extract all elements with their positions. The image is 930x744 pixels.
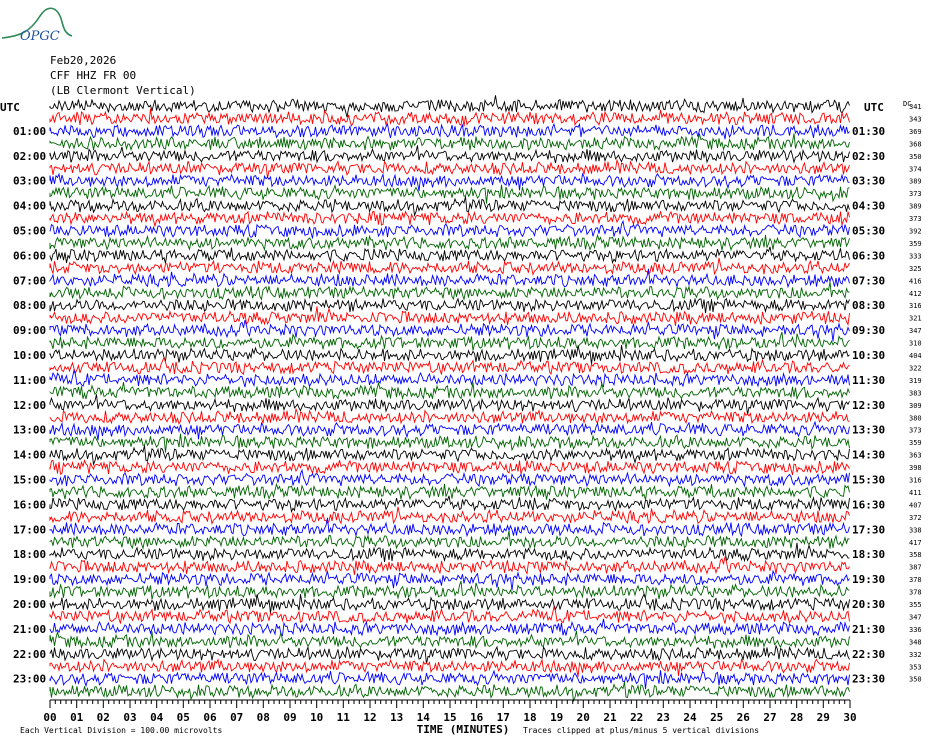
x-tick-label: 12 xyxy=(363,711,377,724)
hour-label-right: 04:30 xyxy=(852,199,886,213)
seismic-trace xyxy=(50,646,850,664)
hour-label-left: 21:00 xyxy=(13,622,47,636)
dc-value: 378 xyxy=(909,576,922,585)
x-tick-label: 24 xyxy=(683,711,697,724)
dc-value: 350 xyxy=(909,675,922,684)
hour-label-right: 21:30 xyxy=(852,622,886,636)
x-tick-label: 30 xyxy=(843,711,857,724)
dc-value: 387 xyxy=(909,563,922,572)
seismic-trace xyxy=(50,160,850,178)
seismic-trace xyxy=(50,422,850,440)
dc-value: 353 xyxy=(909,663,922,672)
seismic-trace xyxy=(50,484,850,500)
dc-value: 372 xyxy=(909,513,922,522)
x-tick-label: 00 xyxy=(43,711,57,724)
x-tick-label: 15 xyxy=(443,711,457,724)
seismic-trace xyxy=(50,145,850,163)
x-tick-label: 14 xyxy=(416,711,430,724)
hour-label-left: 01:00 xyxy=(13,124,47,138)
seismic-trace xyxy=(50,95,850,117)
x-tick-label: 06 xyxy=(203,711,217,724)
dc-value: 373 xyxy=(909,426,922,435)
dc-value: 358 xyxy=(909,551,922,560)
x-tick-label: 05 xyxy=(176,711,190,724)
hour-label-right: 07:30 xyxy=(852,274,886,288)
x-tick-label: 20 xyxy=(576,711,590,724)
dc-value: 348 xyxy=(909,638,922,647)
hour-label-left: 04:00 xyxy=(13,199,47,213)
seismic-trace xyxy=(50,109,850,127)
hour-label-left: 05:00 xyxy=(13,224,47,238)
hour-label-right: 03:30 xyxy=(852,174,886,188)
seismic-trace xyxy=(50,235,850,250)
x-tick-label: 25 xyxy=(710,711,724,724)
seismic-trace xyxy=(50,446,850,465)
dc-value: 369 xyxy=(909,127,922,136)
dc-value: 363 xyxy=(909,451,922,460)
seismic-trace xyxy=(50,460,850,475)
seismic-trace xyxy=(50,434,850,453)
dc-value: 407 xyxy=(909,501,922,510)
seismic-trace xyxy=(50,306,850,326)
hour-label-left: 13:00 xyxy=(13,423,47,437)
dc-value: 350 xyxy=(909,152,922,161)
seismic-trace xyxy=(50,185,850,204)
hour-label-left: 15:00 xyxy=(13,473,47,487)
dc-value: 380 xyxy=(909,414,922,423)
hour-label-right: 12:30 xyxy=(852,398,886,412)
hour-label-right: 09:30 xyxy=(852,324,886,338)
seismic-trace xyxy=(50,594,850,613)
seismic-trace xyxy=(50,247,850,263)
dc-value: 316 xyxy=(909,302,922,311)
hour-label-right: 13:30 xyxy=(852,423,886,437)
seismic-trace xyxy=(50,409,850,424)
hour-label-left: 22:00 xyxy=(13,647,47,661)
dc-value: 392 xyxy=(909,227,922,236)
dc-value: 417 xyxy=(909,538,922,547)
dc-value: 325 xyxy=(909,264,922,273)
hour-label-left: 03:00 xyxy=(13,174,47,188)
seismic-trace xyxy=(50,174,850,191)
hour-label-right: 10:30 xyxy=(852,349,886,362)
hour-label-right: 02:30 xyxy=(852,149,886,163)
x-tick-label: 21 xyxy=(603,711,617,724)
dc-value: 332 xyxy=(909,650,922,659)
logo-text: OPGC xyxy=(20,29,60,42)
seismic-trace xyxy=(50,496,850,512)
seismic-trace xyxy=(50,581,850,599)
seismic-trace xyxy=(50,258,850,275)
dc-value: 411 xyxy=(909,488,922,497)
x-tick-label: 04 xyxy=(150,711,164,724)
seismic-trace xyxy=(50,332,850,350)
dc-value: 341 xyxy=(909,103,922,111)
dc-value: 373 xyxy=(909,215,922,224)
seismic-trace xyxy=(50,394,850,414)
hour-label-right: 20:30 xyxy=(852,598,886,611)
dc-value: 378 xyxy=(909,588,922,597)
hour-label-right: 17:30 xyxy=(852,523,886,537)
footer-scale-note: Each Vertical Division = 100.00 microvolts xyxy=(20,726,223,735)
dc-value: 321 xyxy=(909,314,922,323)
dc-value: 336 xyxy=(909,625,922,634)
hour-label-left: 20:00 xyxy=(13,598,47,611)
x-tick-label: 02 xyxy=(96,711,110,724)
hour-label-right: 05:30 xyxy=(852,224,886,238)
x-tick-label: 26 xyxy=(736,711,750,724)
dc-value: 347 xyxy=(909,327,922,336)
seismic-trace xyxy=(50,382,850,399)
hour-label-left: 11:00 xyxy=(13,373,47,387)
dc-value: 322 xyxy=(909,364,922,373)
x-tick-label: 09 xyxy=(283,711,297,724)
hour-label-left: 23:00 xyxy=(13,672,47,686)
hour-label-right: 08:30 xyxy=(852,299,886,313)
dc-value: 319 xyxy=(909,376,922,385)
seismic-trace xyxy=(50,670,850,689)
dc-value: 359 xyxy=(909,239,922,248)
hour-label-left: 09:00 xyxy=(13,324,47,338)
hour-label-right: 15:30 xyxy=(852,473,886,487)
hour-label-left: 17:00 xyxy=(13,523,47,537)
hour-label-right: 18:30 xyxy=(852,548,886,562)
dc-value: 333 xyxy=(909,252,922,261)
x-tick-label: 13 xyxy=(390,711,404,724)
dc-value: 373 xyxy=(909,190,922,199)
x-tick-label: 28 xyxy=(790,711,804,724)
dc-value: 404 xyxy=(909,352,922,360)
x-tick-label: 29 xyxy=(816,711,830,724)
dc-value: 389 xyxy=(909,202,922,211)
x-tick-label: 27 xyxy=(763,711,777,724)
seismic-trace xyxy=(50,571,850,590)
hour-label-right: 06:30 xyxy=(852,249,886,263)
x-tick-label: 10 xyxy=(310,711,324,724)
seismic-trace xyxy=(50,358,850,375)
hour-label-left: 07:00 xyxy=(13,274,47,288)
x-tick-label: 19 xyxy=(550,711,564,724)
hour-label-right: 23:30 xyxy=(852,672,886,686)
hour-label-left: 16:00 xyxy=(13,498,47,512)
dc-value: 310 xyxy=(909,339,922,348)
dc-value: 338 xyxy=(909,526,922,535)
x-tick-label: 16 xyxy=(470,711,484,724)
dc-value: 368 xyxy=(909,140,922,149)
hour-label-left: 14:00 xyxy=(13,448,47,462)
dc-value: 347 xyxy=(909,613,922,622)
x-axis-title: TIME (MINUTES) xyxy=(416,723,510,736)
hour-label-right: 16:30 xyxy=(852,498,886,512)
x-tick-label: 08 xyxy=(256,711,270,724)
x-tick-label: 22 xyxy=(630,711,644,724)
dc-value: 355 xyxy=(909,601,922,609)
dc-value: 309 xyxy=(909,401,922,410)
seismic-trace xyxy=(50,124,850,139)
dc-value: 359 xyxy=(909,439,922,448)
x-tick-label: 23 xyxy=(656,711,670,724)
hour-label-right: 11:30 xyxy=(852,373,886,387)
dc-value: 343 xyxy=(909,115,922,124)
hour-label-right: 19:30 xyxy=(852,573,886,587)
seismic-trace xyxy=(50,221,850,238)
seismic-trace xyxy=(50,320,850,341)
station-location: (LB Clermont Vertical) xyxy=(50,84,196,97)
dc-value: 374 xyxy=(909,165,922,174)
dc-value: 389 xyxy=(909,177,922,186)
seismic-trace xyxy=(50,269,850,287)
hour-label-right: 22:30 xyxy=(852,647,886,661)
x-tick-label: 07 xyxy=(230,711,244,724)
seismic-trace xyxy=(50,211,850,226)
x-tick-label: 17 xyxy=(496,711,510,724)
hour-label-left: 18:00 xyxy=(13,548,47,562)
station-code: CFF HHZ FR 00 xyxy=(50,69,137,82)
dc-value: 412 xyxy=(909,289,922,298)
plot-date: Feb20,2026 xyxy=(50,54,117,67)
hour-label-left: 06:00 xyxy=(13,249,47,263)
hour-label-left: 10:00 xyxy=(13,349,47,362)
dc-label: DC xyxy=(903,100,912,108)
hour-label-left: 12:00 xyxy=(13,398,47,412)
dc-value: 416 xyxy=(909,277,922,286)
hour-label-right: 01:30 xyxy=(852,124,886,138)
x-tick-label: 11 xyxy=(336,711,350,724)
hour-label-left: 19:00 xyxy=(13,573,47,587)
seismic-trace xyxy=(50,607,850,624)
seismic-trace xyxy=(50,682,850,701)
x-tick-label: 03 xyxy=(123,711,137,724)
seismic-trace xyxy=(50,619,850,636)
x-tick-label: 18 xyxy=(523,711,537,724)
dc-value: 383 xyxy=(909,389,922,398)
utc-left-label: UTC xyxy=(0,101,20,114)
dc-value: 398 xyxy=(909,464,922,472)
utc-right-label: UTC xyxy=(864,101,884,114)
seismic-trace xyxy=(50,557,850,575)
seismic-trace xyxy=(50,631,850,649)
hour-label-left: 08:00 xyxy=(13,299,47,313)
hour-label-right: 14:30 xyxy=(852,448,886,462)
footer-clip-note: Traces clipped at plus/minus 5 vertical divisions xyxy=(523,726,760,735)
dc-value: 316 xyxy=(909,476,922,485)
hour-label-left: 02:00 xyxy=(13,149,47,163)
x-tick-label: 01 xyxy=(70,711,84,724)
